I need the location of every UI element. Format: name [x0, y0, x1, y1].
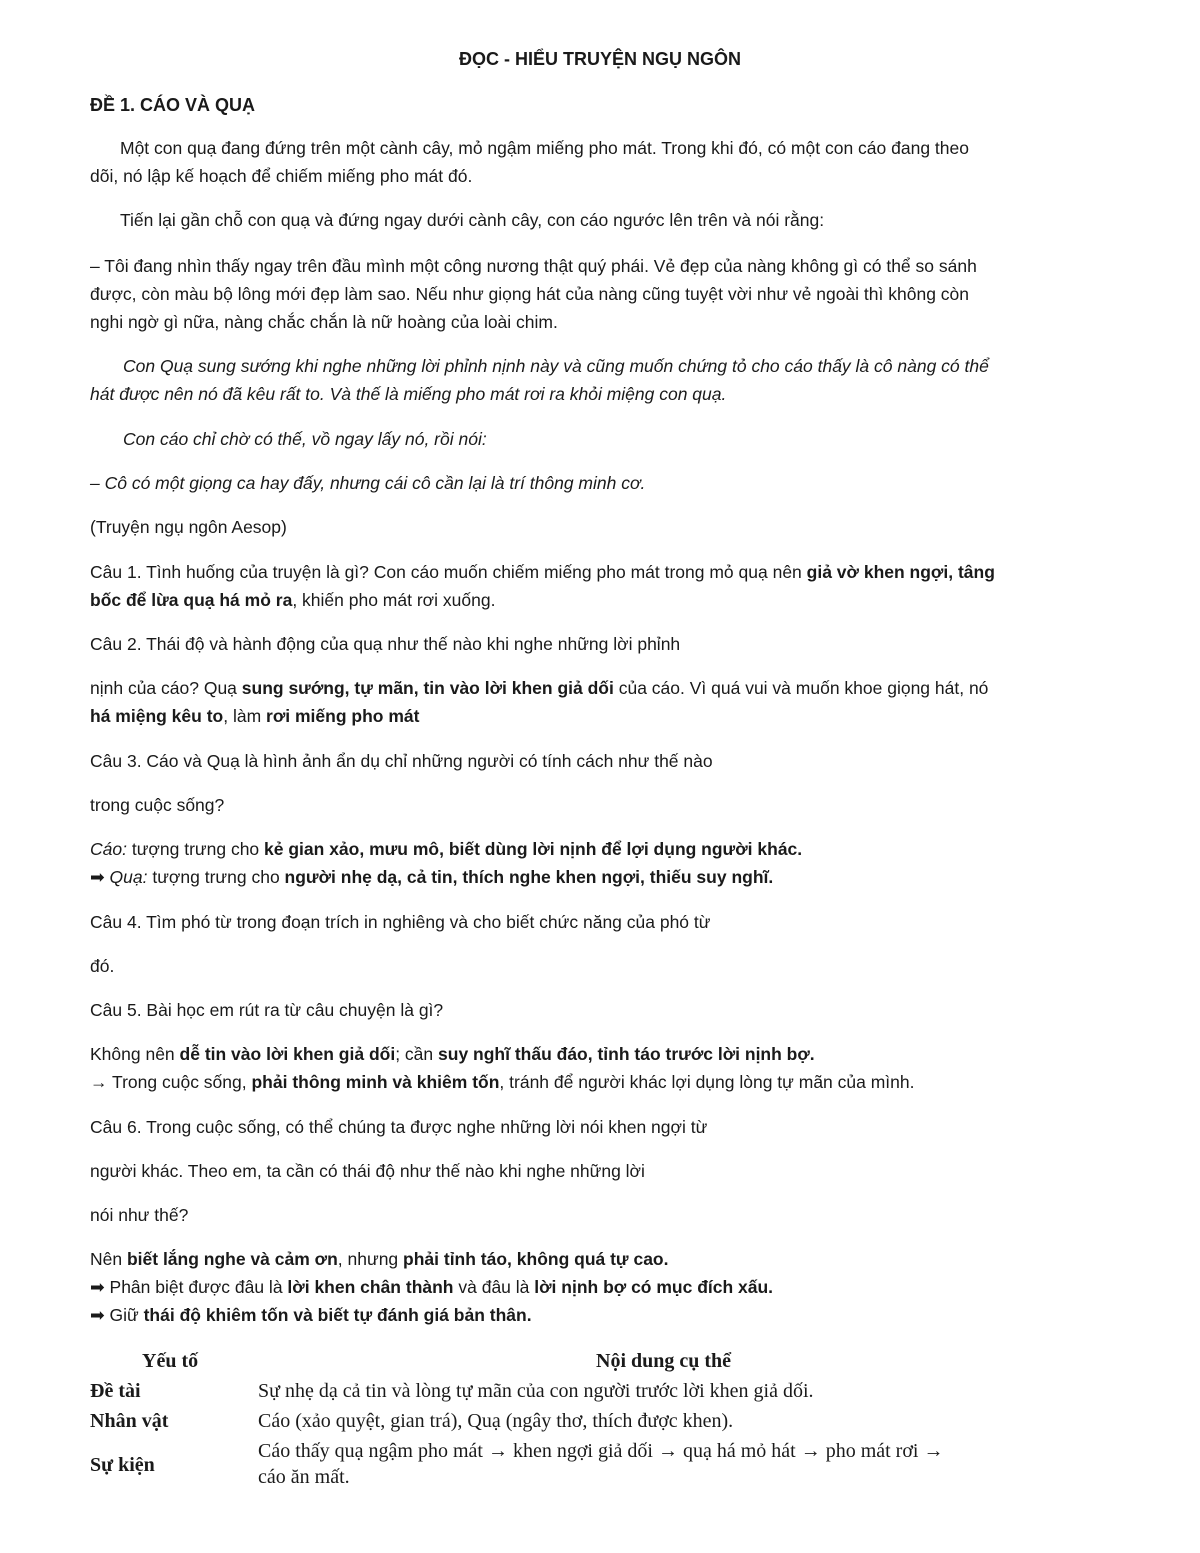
table-row-topic-label: Đề tài: [90, 1380, 141, 1402]
question-6-cont: người khác. Theo em, ta cần có thái độ như thế nào khi nghe những lời: [90, 1161, 645, 1181]
question-3-cont: trong cuộc sống?: [90, 795, 225, 815]
fox-bold: kẻ gian xảo, mưu mô, biết dùng lời nịnh để lợi dụng người khác.: [264, 839, 803, 859]
story-paragraph-3: – Tôi đang nhìn thấy ngay trên đầu mình một công nương thật quý phái. Vẻ đẹp của nàng không gì có thể so sánh: [90, 256, 977, 276]
story-paragraph-2: Tiến lại gần chỗ con quạ và đứng ngay dưới cành cây, con cáo ngước lên trên và nói rằng:: [120, 210, 825, 230]
question-3-answer-crow: [90, 864, 773, 890]
question-3-answer-fox: [90, 836, 802, 862]
story-source: (Truyện ngụ ngôn Aesop): [90, 517, 287, 537]
table-row-character-label: Nhân vật: [90, 1410, 169, 1432]
question-1-answer-end: , khiến pho mát rơi xuống.: [292, 590, 496, 610]
question-6-answer: [90, 1246, 668, 1272]
table-row-topic-value: Sự nhẹ dạ cả tin và lòng tự mãn của con người trước lời khen giả dối.: [258, 1380, 814, 1402]
table-header-content: Nội dung cụ thể: [596, 1350, 732, 1372]
fox-text: tượng trưng cho: [126, 839, 265, 859]
question-2-answer-text-2: của cáo. Vì quá vui và muốn khoe giọng hát, nó: [613, 678, 989, 698]
question-1-answer-bold: giả vờ khen ngợi, tâng: [806, 562, 995, 582]
question-5-bold: dễ tin vào lời khen giả dối: [179, 1044, 396, 1064]
story-paragraph-5: Con cáo chỉ chờ có thế, vồ ngay lấy nó, rồi nói:: [123, 429, 487, 449]
question-6-answer-2: [90, 1274, 773, 1300]
question-6-bold: biết lắng nghe và cảm ơn: [126, 1249, 338, 1269]
question-6-text-2: , nhưng: [337, 1249, 404, 1269]
table-row-event-value: Cáo thấy quạ ngậm pho mát → khen ngợi giả dối → quạ há mỏ hát → pho mát rơi →: [258, 1440, 944, 1462]
question-2-answer-bold: sung sướng, tự mãn, tin vào lời khen giả dối: [241, 678, 614, 698]
table-row-event-label: Sự kiện: [90, 1454, 155, 1476]
question-5-answer-cont: [90, 1069, 915, 1095]
question-6-text: Nên: [90, 1249, 127, 1269]
table-row-event-value-cont: cáo ăn mất.: [258, 1466, 350, 1488]
question-6-bold-4: lời nịnh bợ có mục đích xấu.: [534, 1277, 774, 1297]
table-row-character-value: Cáo (xảo quyệt, gian trá), Quạ (ngây thơ, thích được khen).: [258, 1410, 734, 1432]
story-paragraph-4-cont: hát được nên nó đã kêu rất to. Và thế là miếng pho mát rơi ra khỏi miệng con quạ.: [90, 384, 727, 404]
question-2-answer-bold-3: rơi miếng pho mát: [266, 706, 420, 726]
question-6: Câu 6. Trong cuộc sống, có thể chúng ta được nghe những lời nói khen ngợi từ: [90, 1117, 708, 1137]
story-paragraph-1-cont: dõi, nó lập kế hoạch để chiếm miếng pho mát đó.: [90, 166, 473, 186]
crow-bold: người nhẹ dạ, cả tin, thích nghe khen ngợi, thiếu suy nghĩ.: [284, 867, 774, 887]
question-2-answer: [90, 675, 988, 701]
story-paragraph-3-cont2: nghi ngờ gì nữa, nàng chắc chắn là nữ hoàng của loài chim.: [90, 312, 558, 332]
question-6-text-3: ➡ Phân biệt được đâu là: [90, 1277, 288, 1297]
question-4-cont: đó.: [90, 956, 115, 976]
crow-label: Quạ:: [109, 867, 148, 887]
question-6-bold-5: thái độ khiêm tốn và biết tự đánh giá bản thân.: [143, 1305, 532, 1325]
question-6-bold-2: phải tỉnh táo, không quá tự cao.: [403, 1249, 669, 1269]
question-1-cont: [90, 587, 495, 613]
document-title: ĐỌC - HIỂU TRUYỆN NGỤ NGÔN: [458, 49, 741, 69]
question-2-answer-bold-2: há miệng kêu to: [90, 706, 224, 726]
question-6-bold-3: lời khen chân thành: [287, 1277, 454, 1297]
section-heading: ĐỀ 1. CÁO VÀ QUẠ: [90, 95, 256, 115]
fox-label: Cáo:: [90, 839, 127, 859]
question-5-text-4: , tránh để người khác lợi dụng lòng tự mãn của mình.: [499, 1072, 915, 1092]
question-1-answer-bold-2: bốc để lừa quạ há mỏ ra: [90, 590, 293, 610]
question-5-answer: [90, 1041, 815, 1067]
question-6-answer-3: [90, 1302, 532, 1328]
crow-text: tượng trưng cho: [147, 867, 285, 887]
story-paragraph-6: – Cô có một giọng ca hay đấy, nhưng cái cô cần lại là trí thông minh cơ.: [90, 473, 646, 493]
question-5-text: Không nên: [90, 1044, 180, 1064]
question-2-answer-text-3: , làm: [223, 706, 267, 726]
question-6-text-4: và đâu là: [453, 1277, 535, 1297]
question-5-bold-3: phải thông minh và khiêm tốn: [251, 1072, 500, 1092]
question-1-text: Câu 1. Tình huống của truyện là gì? Con cáo muốn chiếm miếng pho mát trong mỏ quạ nên: [90, 562, 807, 582]
story-paragraph-1: Một con quạ đang đứng trên một cành cây, mỏ ngậm miếng pho mát. Trong khi đó, có một con cáo đang theo: [120, 138, 969, 158]
story-paragraph-3-cont: được, còn màu bộ lông mới đẹp làm sao. Nếu như giọng hát của nàng cũng tuyệt vời như vẻ ngoài thì không còn: [90, 284, 969, 304]
question-2-answer-cont: [90, 703, 419, 729]
question-5-text-2: ; cần: [395, 1044, 439, 1064]
table-header-element: Yếu tố: [142, 1350, 199, 1372]
question-4: Câu 4. Tìm phó từ trong đoạn trích in nghiêng và cho biết chức năng của phó từ: [90, 912, 711, 932]
question-6-text-5: ➡ Giữ: [90, 1305, 144, 1325]
arrow-icon: ➡: [90, 867, 110, 887]
question-6-cont-2: nói như thế?: [90, 1205, 189, 1225]
question-5-text-3: → Trong cuộc sống,: [90, 1072, 252, 1092]
story-paragraph-4: Con Quạ sung sướng khi nghe những lời phỉnh nịnh này và cũng muốn chứng tỏ cho cáo thấy là cô nàng có thể: [123, 356, 989, 376]
question-1: [90, 559, 995, 585]
question-5: Câu 5. Bài học em rút ra từ câu chuyện là gì?: [90, 1000, 444, 1020]
question-2: Câu 2. Thái độ và hành động của quạ như thế nào khi nghe những lời phỉnh: [90, 634, 681, 654]
question-5-bold-2: suy nghĩ thấu đáo, tỉnh táo trước lời nịnh bợ.: [438, 1044, 815, 1064]
question-2-answer-text: nịnh của cáo? Quạ: [90, 678, 242, 698]
question-3: Câu 3. Cáo và Quạ là hình ảnh ẩn dụ chỉ những người có tính cách như thế nào: [90, 751, 713, 771]
